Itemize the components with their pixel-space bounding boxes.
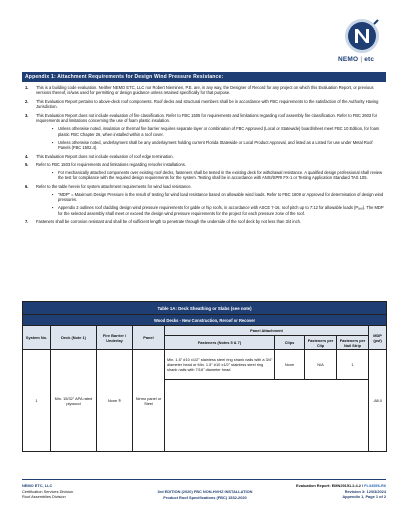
footer-right (290, 483, 386, 500)
appendix-title: Appendix 1: Attachment Requirements for Design Wind Pressure Resistance: (22, 72, 386, 82)
footer-spec: Product Roof Specifications (FBC) 1532-2020 (163, 494, 247, 500)
bullet-icon: ▪ (52, 139, 54, 145)
header-panel: Panel (133, 326, 165, 350)
bullet-icon: ▪ (52, 205, 54, 211)
header-panel-attachment: Panel Attachment (165, 326, 369, 336)
note-text: This is a building code evaluation. Neither NEMO ETC, LLC nor Robert Nieminen, P.E. are, in any way, the Designer of Record for any project on which this Evaluation Report, or previous versions thereof, is/was used for permitting or design guidance unless retained specifically for that purpose. (36, 85, 374, 96)
note-item (22, 113, 386, 150)
note-text: This Evaluation Report does not include evaluation of fire classification. Refer to FBC 1505 for requirements and limitations regarding roof assembly fire classification. Refer to FBC 2603 for requirements and limitations concerning the use of foam plastic insulation. (36, 113, 378, 124)
header-deck: Deck (Note 1) (51, 326, 97, 350)
note-bullet (36, 140, 386, 151)
table-subtitle: Wood Decks - New Construction, Reroof or Recover (23, 315, 387, 326)
bullet-text: "MDP" = Maximum Design Pressure is the result of testing for wind load resistance based on allowable wind loads. Refer to FBC 1609 or Approved for determination of design wind pressures. (58, 191, 384, 203)
note-item (22, 99, 386, 110)
note-bullet (36, 170, 386, 181)
bullet-text: Unless otherwise noted, insulation or thermal fire barrier requires separate layer or combination of FBC Approved (Local or Statewide) board/sheet meet FBC 10 Edition, for foam plastic FBC Chapter 26, when installed within a roof cover. (58, 126, 380, 137)
cell-clips: None (275, 350, 305, 380)
footer-left (22, 483, 132, 500)
note-number: 7. (25, 219, 29, 225)
note-text: This Evaluation Report does not include evaluation of roof edge termination. (36, 153, 174, 159)
note-item (22, 154, 386, 159)
table-row (23, 350, 387, 380)
cell-blank (165, 380, 369, 452)
note-number: 3. (25, 113, 29, 118)
footer-division-2: Roof Assemblies Division (22, 494, 66, 500)
header-clips: Clips (275, 336, 305, 350)
footer-report-number: Evaluation Report: EMN29151.2.4.2 / FL34556-R6 (296, 483, 386, 488)
note-item (22, 85, 386, 96)
note-bullet (36, 126, 386, 137)
cell-fire-barrier: None ® (97, 350, 133, 452)
footer-center (130, 489, 280, 500)
header-mdp: MDP (psf) (369, 326, 387, 350)
note-item (22, 219, 386, 224)
cell-fasteners-per-rib: 1 (337, 350, 369, 380)
cell-panel: Nemo panel or Steel (133, 350, 165, 452)
header-fasteners-per-clip: Fasteners per Clip (305, 336, 337, 350)
note-item (22, 162, 386, 181)
note-text: Fasteners shall be corrosion resistant and shall be of sufficient length to penetrate through the underside of the roof deck by not less than 3/4 inch. (36, 219, 302, 225)
notes-list (22, 85, 386, 228)
note-text: Refer to the table herein for system attachment requirements for wind load resistance. (36, 184, 192, 189)
header-fasteners: Fasteners (Notes 5 & 7) (165, 336, 275, 350)
note-number: 4. (25, 153, 29, 159)
cell-system: 1 (23, 350, 51, 452)
note-number: 2. (25, 99, 29, 104)
footer-company: NEMO ETC, LLC (22, 483, 53, 488)
bullet-text: Appendix 2 outlines roof cladding design wind pressure requirements for gable or hip roofs, in accordance with ASCE 7-16, roof pitch up to 7:12 for allowable loads (Pₐₛₑ). The MDP for the selected assembly shall meet or exceed the design wind pressure requirements for the project for each pressure zone of the roof. (58, 205, 384, 216)
cell-mdp: -88.0 (369, 350, 387, 452)
cell-deck: Min. 15/32" APA rated plywood (51, 350, 97, 452)
note-number: 1. (25, 85, 29, 90)
note-item (22, 184, 386, 216)
footer-division-1: Certification Services Division (22, 488, 74, 494)
header-fire-barrier: Fire Barrier / Underlay (97, 326, 133, 350)
footer-page: Appendix 1, Page 1 of 2 (342, 494, 386, 500)
nemo-badge-icon (344, 18, 380, 54)
attachment-table (22, 301, 387, 452)
footer-divider (22, 479, 386, 480)
footer-revision: Revision 3: 12/03/2024 (344, 488, 386, 494)
note-text: Refer to FBC 1503 for requirements and limitations regarding reroofer installations. (36, 162, 186, 168)
note-text: This Evaluation Report pertains to above-deck roof components. Roof decks and structural members shall be in accordance with FBC requirements to the satisfaction of the Authority Having Jurisdiction. (36, 99, 379, 110)
footer-edition: 3rd EDITION (2020) FBC NON-HVHZ INSTALLATION (157, 489, 253, 494)
bullet-text: For mechanically attached components over existing roof decks, fasteners shall be tested in the existing deck for withdrawal resistance. A qualified design professional shall review the test for compliance with the required design requirements for the system. Testing shall be in accordance with ANSI/SPRI FX-1 or Testing Application Standard TAS 105. (58, 170, 383, 181)
note-bullet (36, 205, 386, 216)
bullet-text: Unless otherwise noted, underlayment shall be any underlayment holding current Florida Statewide or Local Product Approval, and listed as a Listed for use under Metal Roof Panels (FBC 1502.4). (58, 139, 373, 151)
cell-fasteners-per-clip: N/A (305, 350, 337, 380)
note-number: 5. (25, 162, 29, 168)
header-system: System No. (23, 326, 51, 350)
bullet-icon: ▪ (52, 126, 54, 132)
bullet-icon: ▪ (52, 170, 54, 175)
cell-fasteners: Min. 1.5" #10 x1/2" stainless steel ring shank nails with a 3/4" diameter head or Min. 1.5" #10 x1/2" stainless steel ring shank nails with 7/16" diameter head (165, 350, 275, 380)
note-bullet (36, 192, 386, 203)
table-title: Table 1A: Deck Sheathing or Slabs (see note) (23, 302, 387, 315)
company-logo (338, 18, 386, 68)
logo-wordmark: NEMO | etc (338, 56, 375, 63)
header-fasteners-per-rib: Fasteners per Nail Strip (337, 336, 369, 350)
note-number: 6. (25, 184, 29, 189)
bullet-icon: ▪ (52, 191, 54, 197)
